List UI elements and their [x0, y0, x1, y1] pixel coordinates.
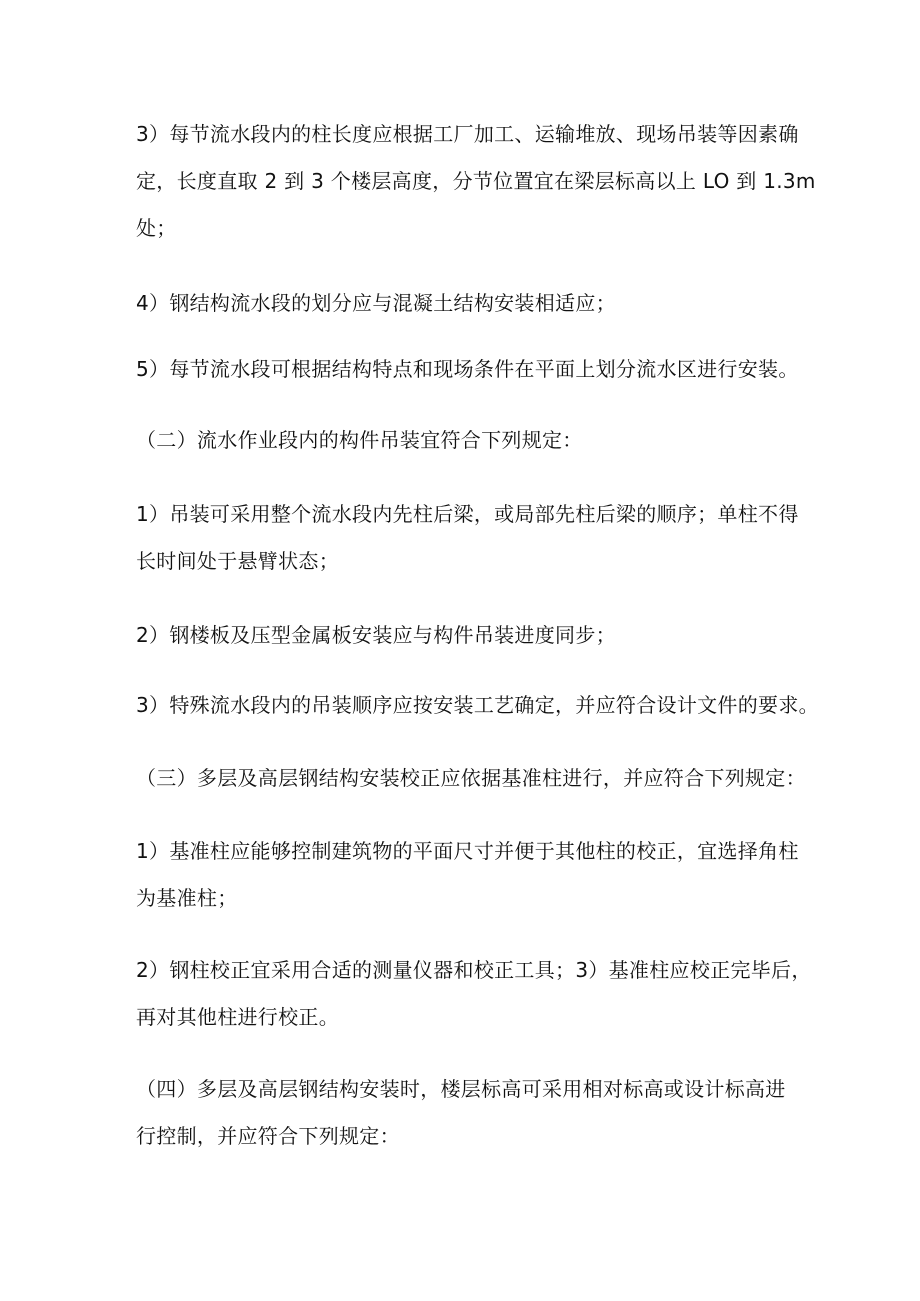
paragraph-line: 2）钢柱校正宜采用合适的测量仪器和校正工具；3）基准柱应校正完毕后， [136, 958, 812, 982]
paragraph-item-4-division [136, 280, 796, 327]
paragraph-line: 处； [136, 216, 177, 240]
section-heading-3 [136, 755, 806, 802]
paragraph-line: （二）流水作业段内的构件吊装宜符合下列规定： [136, 428, 583, 452]
paragraph-line: 3）特殊流水段内的吊装顺序应按安装工艺确定，并应符合设计文件的要求。 [136, 693, 819, 717]
paragraph-line: 4）钢结构流水段的划分应与混凝土结构安装相适应； [136, 291, 616, 315]
section-heading-4 [136, 1066, 796, 1160]
section-heading-2 [136, 417, 796, 464]
paragraph-item-3-special-sections [136, 682, 819, 729]
paragraph-line: 行控制，并应符合下列规定： [136, 1124, 400, 1148]
paragraph-item-3-column-length [136, 111, 816, 252]
paragraph-item-1-hoisting-order [136, 491, 799, 585]
paragraph-line: 长时间处于悬臂状态； [136, 549, 339, 573]
paragraph-line: 1）基准柱应能够控制建筑物的平面尺寸并便于其他柱的校正，宜选择角柱 [136, 839, 799, 863]
paragraph-line: （三）多层及高层钢结构安装校正应依据基准柱进行，并应符合下列规定： [136, 766, 806, 790]
paragraph-item-2-deck-installation [136, 612, 796, 659]
paragraph-line: 再对其他柱进行校正。 [136, 1005, 339, 1029]
paragraph-line: （四）多层及高层钢结构安装时，楼层标高可采用相对标高或设计标高进 [136, 1077, 786, 1101]
paragraph-line: 2）钢楼板及压型金属板安装应与构件吊装进度同步； [136, 623, 616, 647]
paragraph-line: 5）每节流水段可根据结构特点和现场条件在平面上划分流水区进行安装。 [136, 357, 799, 381]
paragraph-line: 3）每节流水段内的柱长度应根据工厂加工、运输堆放、现场吊装等因素确 [136, 122, 799, 146]
paragraph-line: 定，长度直取 2 到 3 个楼层高度，分节位置宜在梁层标高以上 LO 到 1.3m [136, 169, 816, 193]
paragraph-item-1-reference-column [136, 828, 799, 922]
paragraph-item-2-column-correction [136, 947, 812, 1041]
paragraph-line: 为基准柱； [136, 886, 238, 910]
paragraph-line: 1）吊装可采用整个流水段内先柱后梁，或局部先柱后梁的顺序；单柱不得 [136, 502, 799, 526]
paragraph-item-5-flow-zones [136, 346, 799, 393]
